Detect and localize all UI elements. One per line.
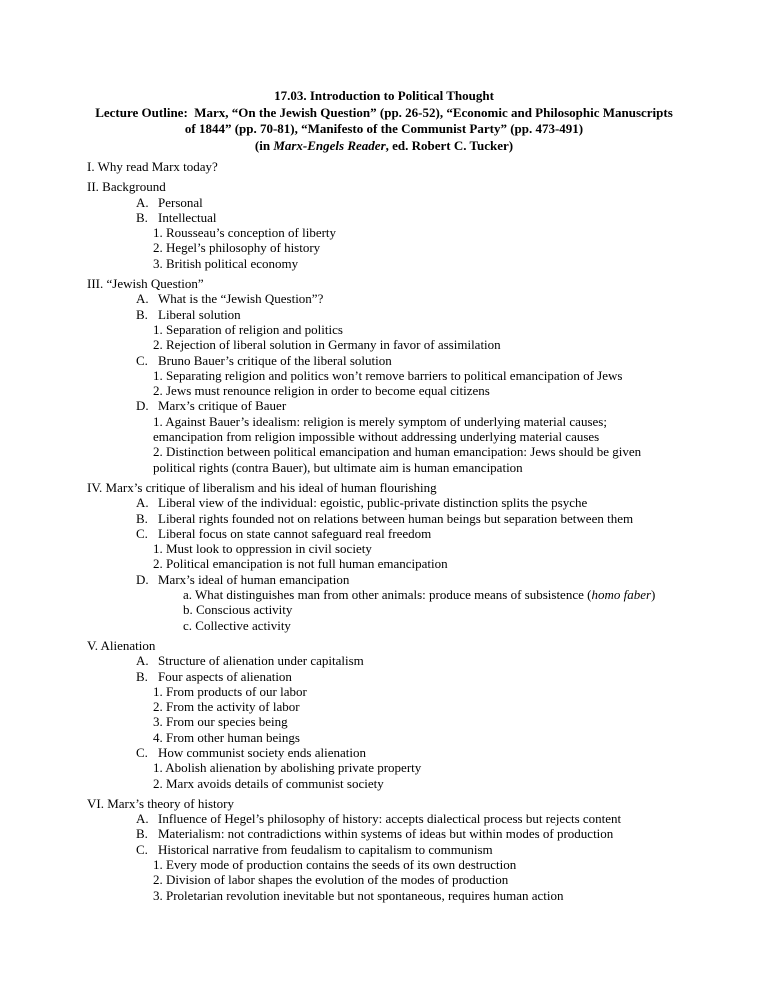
text-run: (in <box>254 137 274 153</box>
text-run: 2. Jews must renounce religion in order to become equal citizens <box>153 383 490 399</box>
text-run: 1. Every mode of production contains the seeds of its own destruction <box>153 857 517 873</box>
item-marker: B. <box>136 826 148 842</box>
outline-numbered-item <box>153 383 698 398</box>
text-run: Materialism: not contradictions within systems of ideas but within modes of production <box>158 826 614 842</box>
item-marker: A. <box>136 194 149 210</box>
text-run: Marx’s critique of liberalism and his ideal of human flourishing <box>105 479 437 495</box>
text-run: 2. Hegel’s philosophy of history <box>153 240 321 256</box>
item-marker: B. <box>136 306 148 322</box>
item-marker: A. <box>136 495 149 511</box>
item-marker: B. <box>136 668 148 684</box>
outline-section <box>87 480 708 633</box>
item-text <box>158 291 323 306</box>
text-run: 2. From the activity of labor <box>153 699 300 715</box>
text-run: 1. Abolish alienation by abolishing private property <box>153 760 422 776</box>
section-heading <box>87 276 708 291</box>
text-run: 4. From other human beings <box>153 729 300 745</box>
text-run: Background <box>102 179 166 195</box>
outline-numbered-item <box>153 888 698 903</box>
text-run: political rights (contra Bauer), but ultimate aim is human emancipation <box>153 459 523 475</box>
outline-item <box>136 398 708 413</box>
text-run: , ed. Robert C. Tucker) <box>385 137 514 153</box>
text-run: 2. Distinction between political emancipation and human emancipation: Jews should be given <box>153 444 642 460</box>
section-heading <box>87 796 708 811</box>
text-run: 17.03. Introduction to Political Thought <box>274 88 494 103</box>
title-line <box>0 121 768 138</box>
outline-numbered-item <box>153 699 698 714</box>
text-run: Liberal solution <box>158 306 241 322</box>
text-run: Intellectual <box>158 209 217 225</box>
section-marker: I. <box>87 159 95 174</box>
outline-numbered-item <box>153 240 698 255</box>
section-heading <box>87 159 708 174</box>
item-text <box>158 653 364 668</box>
item-marker: C. <box>136 744 148 760</box>
outline-item <box>136 307 708 322</box>
outline-numbered-item <box>153 322 698 337</box>
item-marker: A. <box>136 811 149 827</box>
text-run: Why read Marx today? <box>97 159 218 174</box>
title-line <box>0 138 768 155</box>
text-run: Bruno Bauer’s critique of the liberal solution <box>158 352 392 368</box>
outline-numbered-item <box>153 714 698 729</box>
text-run: Liberal view of the individual: egoistic, public-private distinction splits the psyche <box>158 495 588 511</box>
text-run: Influence of Hegel’s philosophy of history: accepts dialectical process but rejects content <box>158 811 622 827</box>
outline-numbered-item <box>153 414 698 445</box>
text-run: 1. Must look to oppression in civil society <box>153 541 372 557</box>
outline-section <box>87 276 708 475</box>
outline-item <box>136 745 708 760</box>
outline-item <box>136 826 708 841</box>
outline-numbered-item <box>153 337 698 352</box>
section-marker: V. <box>87 637 98 653</box>
outline-numbered-item <box>153 684 698 699</box>
outline-numbered-item <box>153 857 698 872</box>
outline-item <box>136 291 708 306</box>
text-run: 3. From our species being <box>153 714 288 730</box>
title-line <box>0 88 768 105</box>
section-marker: II. <box>87 179 99 195</box>
outline-subitem <box>183 618 708 633</box>
outline-subitem <box>183 602 708 617</box>
text-run: Historical narrative from feudalism to capitalism to communism <box>158 841 493 857</box>
text-run: emancipation from religion impossible without addressing underlying material causes <box>153 429 600 445</box>
outline-numbered-item <box>153 225 698 240</box>
item-text <box>158 511 633 526</box>
item-text <box>158 669 292 684</box>
outline-item <box>136 353 708 368</box>
item-marker: A. <box>136 291 149 307</box>
outline-item <box>136 669 708 684</box>
text-run: “Jewish Question” <box>106 276 204 292</box>
outline-item <box>136 210 708 225</box>
item-marker: B. <box>136 510 148 526</box>
outline-item <box>136 653 708 668</box>
text-run: Personal <box>158 194 203 210</box>
section-heading <box>87 638 708 653</box>
text-run: of 1844” (pp. 70-81), “Manifesto of the Communist Party” (pp. 473-491) <box>184 121 584 136</box>
outline-numbered-item <box>153 368 698 383</box>
italic-text-run: homo faber <box>591 587 652 603</box>
item-marker: C. <box>136 525 148 541</box>
text-run: 2. Rejection of liberal solution in Germany in favor of assimilation <box>153 337 501 353</box>
section-heading <box>87 179 708 194</box>
text-run: Liberal focus on state cannot safeguard real freedom <box>158 525 432 541</box>
text-run: 1. Rousseau’s conception of liberty <box>153 225 337 241</box>
text-run: 1. Against Bauer’s idealism: religion is merely symptom of underlying material causes; <box>153 413 607 429</box>
text-run: b. Conscious activity <box>183 602 293 618</box>
item-text <box>158 495 587 510</box>
item-marker: C. <box>136 352 148 368</box>
document-title <box>0 88 768 154</box>
text-run: Structure of alienation under capitalism <box>158 653 364 669</box>
text-run: 3. British political economy <box>153 255 299 271</box>
text-run: What is the “Jewish Question”? <box>158 291 324 307</box>
text-run: Marx’s theory of history <box>107 795 234 811</box>
text-run: 1. Separating religion and politics won’t remove barriers to political emancipation of Jews <box>153 367 623 383</box>
text-run: Marx’s critique of Bauer <box>158 398 287 414</box>
outline-item <box>136 495 708 510</box>
section-marker: VI. <box>87 795 104 811</box>
outline-section <box>87 796 708 903</box>
item-marker: D. <box>136 398 149 414</box>
item-text <box>158 195 203 210</box>
item-text <box>158 572 349 587</box>
section-marker: III. <box>87 276 104 292</box>
outline <box>87 159 708 903</box>
italic-text-run: Marx-Engels Reader <box>273 137 386 153</box>
outline-numbered-item <box>153 760 698 775</box>
text-run: Four aspects of alienation <box>158 668 292 684</box>
item-marker: C. <box>136 841 148 857</box>
outline-numbered-item <box>153 556 698 571</box>
item-text <box>158 210 216 225</box>
text-run: Alienation <box>100 637 156 653</box>
text-run: a. What distinguishes man from other animals: produce means of subsistence ( <box>183 587 592 603</box>
outline-numbered-item <box>153 730 698 745</box>
text-run: 2. Division of labor shapes the evolution of the modes of production <box>153 872 509 888</box>
outline-numbered-item <box>153 872 698 887</box>
item-text <box>158 398 286 413</box>
text-run: c. Collective activity <box>183 617 291 633</box>
text-run: How communist society ends alienation <box>158 744 366 760</box>
text-run: 3. Proletarian revolution inevitable but not spontaneous, requires human action <box>153 887 564 903</box>
text-run: 2. Marx avoids details of communist society <box>153 775 384 791</box>
outline-item <box>136 811 708 826</box>
item-marker: D. <box>136 571 149 587</box>
item-text <box>158 826 613 841</box>
outline-section <box>87 179 708 271</box>
section-heading <box>87 480 708 495</box>
item-text <box>158 745 366 760</box>
section-marker: IV. <box>87 479 103 495</box>
text-run: 1. Separation of religion and politics <box>153 321 343 337</box>
text-run: 2. Political emancipation is not full human emancipation <box>153 556 448 572</box>
item-marker: B. <box>136 209 148 225</box>
outline-item <box>136 195 708 210</box>
outline-numbered-item <box>153 256 698 271</box>
outline-section <box>87 159 708 174</box>
outline-item <box>136 842 708 857</box>
item-marker: A. <box>136 653 149 669</box>
text-run: Lecture Outline: Marx, “On the Jewish Question” (pp. 26-52), “Economic and Philosophic Manuscripts <box>95 104 673 120</box>
outline-section <box>87 638 708 791</box>
item-text <box>158 842 493 857</box>
item-text <box>158 526 431 541</box>
outline-numbered-item <box>153 776 698 791</box>
outline-item <box>136 511 708 526</box>
item-text <box>158 353 392 368</box>
outline-item <box>136 526 708 541</box>
outline-item <box>136 572 708 587</box>
text-run: Marx’s ideal of human emancipation <box>158 571 350 587</box>
item-text <box>158 811 621 826</box>
outline-subitem <box>183 587 708 602</box>
text-run: 1. From products of our labor <box>153 683 307 699</box>
text-run: ) <box>651 587 656 603</box>
outline-numbered-item <box>153 444 698 475</box>
text-run: Liberal rights founded not on relations between human beings but separation between them <box>158 510 634 526</box>
item-text <box>158 307 241 322</box>
outline-numbered-item <box>153 541 698 556</box>
title-line <box>0 105 768 122</box>
